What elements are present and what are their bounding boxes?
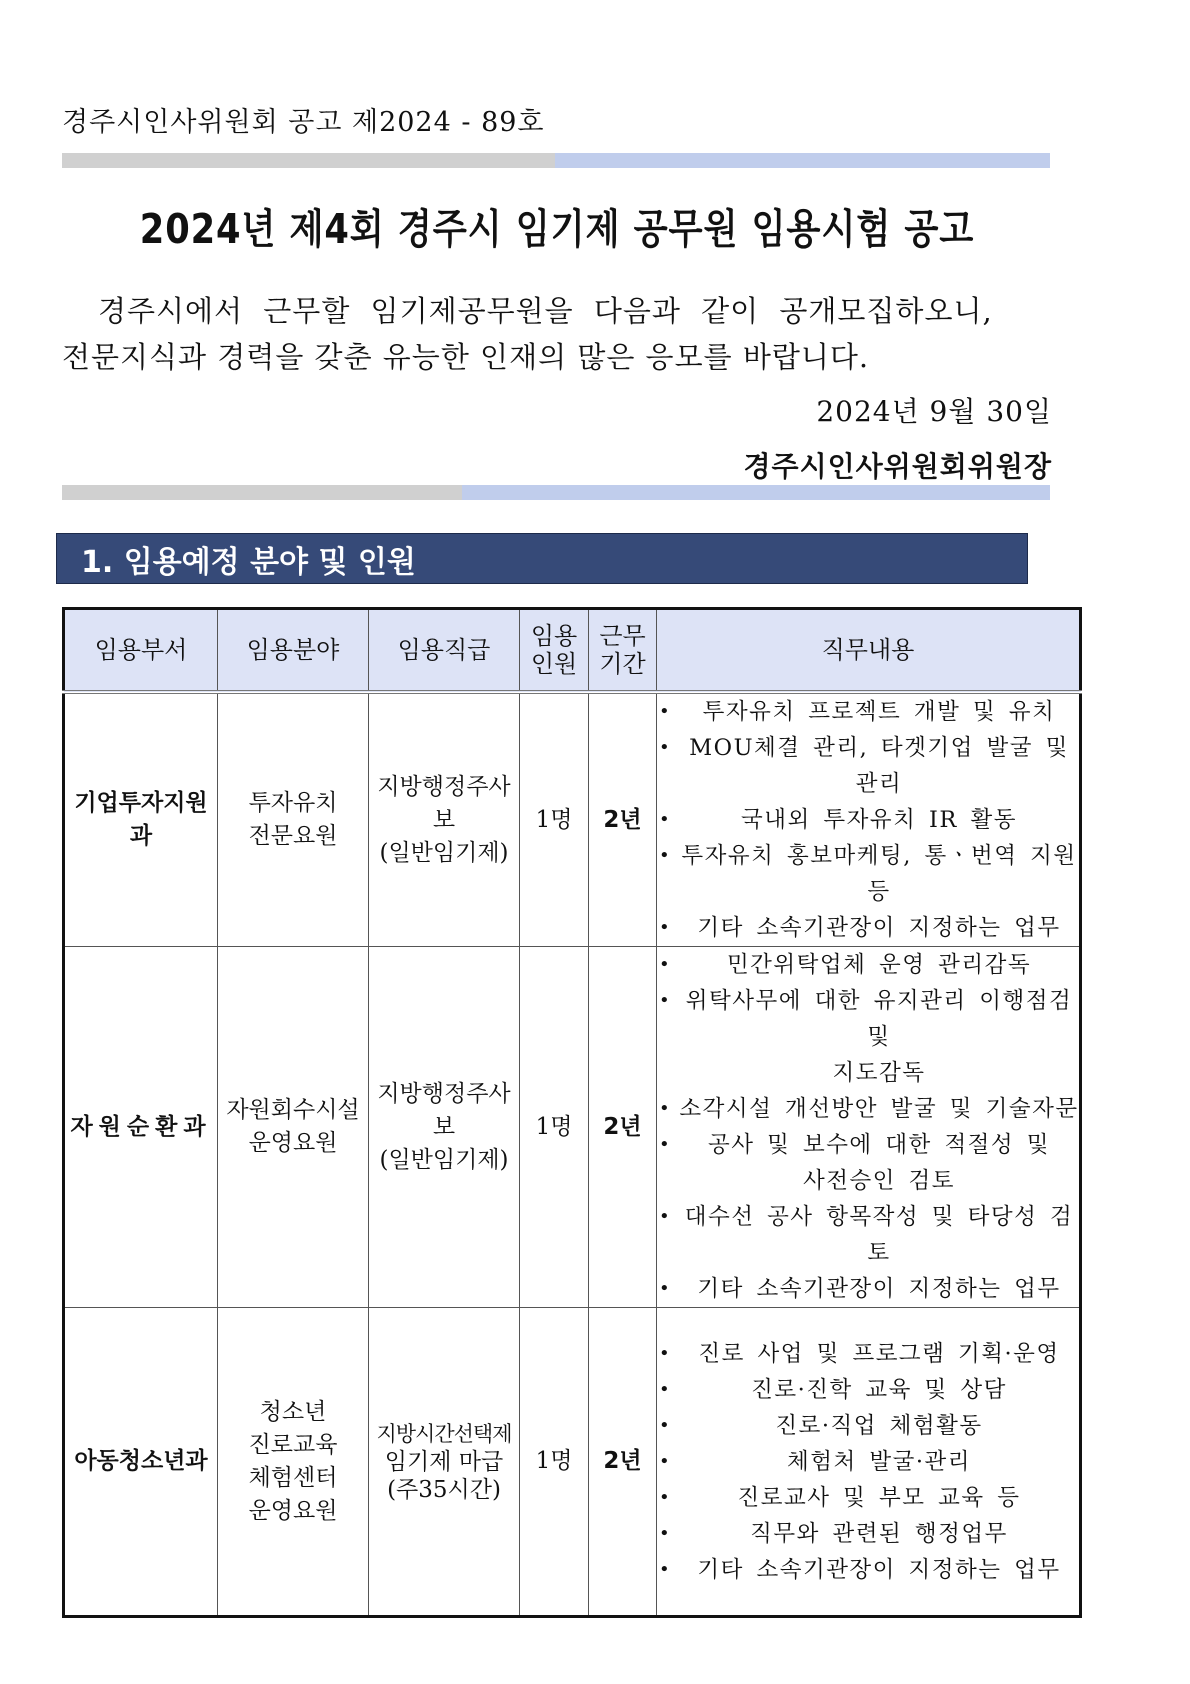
col-header-grade: 임용직급 bbox=[369, 609, 520, 693]
col-header-count-line1: 임용 bbox=[530, 622, 578, 650]
duty-item: • 직무와 관련된 행정업무 bbox=[657, 1516, 1079, 1552]
duty-item: • 진로·진학 교육 및 상담 bbox=[657, 1372, 1079, 1408]
duty-item-continuation: 사전승인 검토 bbox=[802, 1168, 956, 1194]
field-line: 전문요원 bbox=[248, 823, 338, 849]
cell-duties bbox=[657, 692, 1081, 947]
grade-line: 지방시간선택제 bbox=[376, 1421, 512, 1446]
positions-table bbox=[62, 607, 1082, 1618]
cell-period: 2년 bbox=[589, 947, 657, 1308]
cell-grade bbox=[369, 692, 520, 947]
duty-item: • 진로 사업 및 프로그램 기획·운영 bbox=[657, 1336, 1079, 1372]
duty-list bbox=[657, 947, 1079, 1307]
field-line: 청소년 bbox=[259, 1398, 327, 1425]
cell-period: 2년 bbox=[589, 692, 657, 947]
cell-field bbox=[218, 947, 369, 1308]
duty-list bbox=[657, 1336, 1079, 1588]
table-row bbox=[64, 947, 1081, 1308]
duty-item: • 기타 소속기관장이 지정하는 업무 bbox=[657, 910, 1079, 946]
grade-line: 지방행정주사보 bbox=[377, 773, 511, 833]
table-row bbox=[64, 1308, 1081, 1617]
col-header-field: 임용분야 bbox=[218, 609, 369, 693]
cell-dept: 자원순환과 bbox=[64, 947, 218, 1308]
cell-duties bbox=[657, 1308, 1081, 1617]
notice-number: 경주시인사위원회 공고 제2024 - 89호 bbox=[62, 107, 545, 138]
table-row bbox=[64, 692, 1081, 947]
duty-item: • 투자유치 프로젝트 개발 및 유치 bbox=[657, 694, 1079, 730]
duty-item: • 대수선 공사 항목작성 및 타당성 검토 bbox=[657, 1199, 1079, 1271]
cell-count: 1명 bbox=[520, 1308, 589, 1617]
duty-item: • 기타 소속기관장이 지정하는 업무 bbox=[657, 1271, 1079, 1307]
section-heading-1 bbox=[56, 533, 1028, 584]
table-header-row bbox=[64, 609, 1081, 693]
grade-line: (주35시간) bbox=[387, 1476, 501, 1503]
duty-item: • 진로교사 및 부모 교육 등 bbox=[657, 1480, 1079, 1516]
divider-blue-segment bbox=[555, 153, 1050, 168]
duty-item: • 민간위탁업체 운영 관리감독 bbox=[657, 947, 1079, 983]
cell-duties bbox=[657, 947, 1081, 1308]
col-header-duties: 직무내용 bbox=[657, 609, 1081, 693]
duty-item: • 체험처 발굴·관리 bbox=[657, 1444, 1079, 1480]
field-line: 운영요원 bbox=[248, 1497, 338, 1524]
divider-blue-segment bbox=[462, 485, 1050, 500]
grade-line: (일반임기제) bbox=[379, 1146, 509, 1173]
cell-grade bbox=[369, 1308, 520, 1617]
section-heading-text: 1. 임용예정 분야 및 인원 bbox=[81, 544, 416, 580]
duty-item: • 투자유치 홍보마케팅, 통ㆍ번역 지원 등 bbox=[657, 838, 1079, 910]
col-header-count-line2: 인원 bbox=[530, 650, 578, 678]
duty-item: • 공사 및 보수에 대한 적절성 및 bbox=[657, 1127, 1079, 1163]
grade-line: 임기제 마급 bbox=[384, 1448, 504, 1475]
duty-item: • 소각시설 개선방안 발굴 및 기술자문 bbox=[657, 1091, 1079, 1127]
notice-date: 2024년 9월 30일 bbox=[816, 395, 1052, 428]
cell-period: 2년 bbox=[589, 1308, 657, 1617]
duty-item: • 위탁사무에 대한 유지관리 이행점검 및 bbox=[657, 983, 1079, 1055]
divider-gray-segment bbox=[62, 153, 555, 168]
page-title: 2024년 제4회 경주시 임기제 공무원 임용시험 공고 bbox=[139, 205, 975, 253]
cell-count: 1명 bbox=[520, 947, 589, 1308]
intro-paragraph bbox=[62, 288, 1052, 380]
col-header-count bbox=[520, 609, 589, 693]
field-line: 투자유치 bbox=[248, 790, 338, 816]
grade-line: 지방행정주사보 bbox=[377, 1080, 511, 1140]
col-header-period bbox=[589, 609, 657, 693]
duty-item: • 국내외 투자유치 IR 활동 bbox=[657, 802, 1079, 838]
duty-item: • MOU체결 관리, 타겟기업 발굴 및 관리 bbox=[657, 730, 1079, 802]
duty-list bbox=[657, 694, 1079, 946]
top-divider bbox=[62, 153, 1050, 168]
signer: 경주시인사위원회위원장 bbox=[743, 450, 1052, 483]
col-header-period-line1: 근무 bbox=[599, 622, 646, 650]
bottom-divider bbox=[62, 485, 1050, 500]
cell-count: 1명 bbox=[520, 692, 589, 947]
col-header-period-line2: 기간 bbox=[599, 650, 646, 678]
field-line: 진로교육 bbox=[248, 1431, 338, 1458]
duty-item-continuation: 지도감독 bbox=[832, 1060, 926, 1086]
intro-line-2: 전문지식과 경력을 갖춘 유능한 인재의 많은 응모를 바랍니다. bbox=[62, 340, 870, 374]
cell-grade bbox=[369, 947, 520, 1308]
field-line: 운영요원 bbox=[248, 1130, 338, 1156]
col-header-dept: 임용부서 bbox=[64, 609, 218, 693]
field-line: 체험센터 bbox=[248, 1464, 338, 1491]
duty-item: • 진로·직업 체험활동 bbox=[657, 1408, 1079, 1444]
duty-item: • 기타 소속기관장이 지정하는 업무 bbox=[657, 1552, 1079, 1588]
cell-dept: 아동청소년과 bbox=[64, 1308, 218, 1617]
cell-field bbox=[218, 1308, 369, 1617]
field-line: 자원회수시설 bbox=[226, 1097, 360, 1123]
cell-field bbox=[218, 692, 369, 947]
grade-line: (일반임기제) bbox=[379, 839, 509, 866]
cell-dept: 기업투자지원과 bbox=[64, 692, 218, 947]
intro-line-1: 경주시에서 근무할 임기제공무원을 다음과 같이 공개모집하오니, bbox=[98, 294, 993, 328]
divider-gray-segment bbox=[62, 485, 462, 500]
